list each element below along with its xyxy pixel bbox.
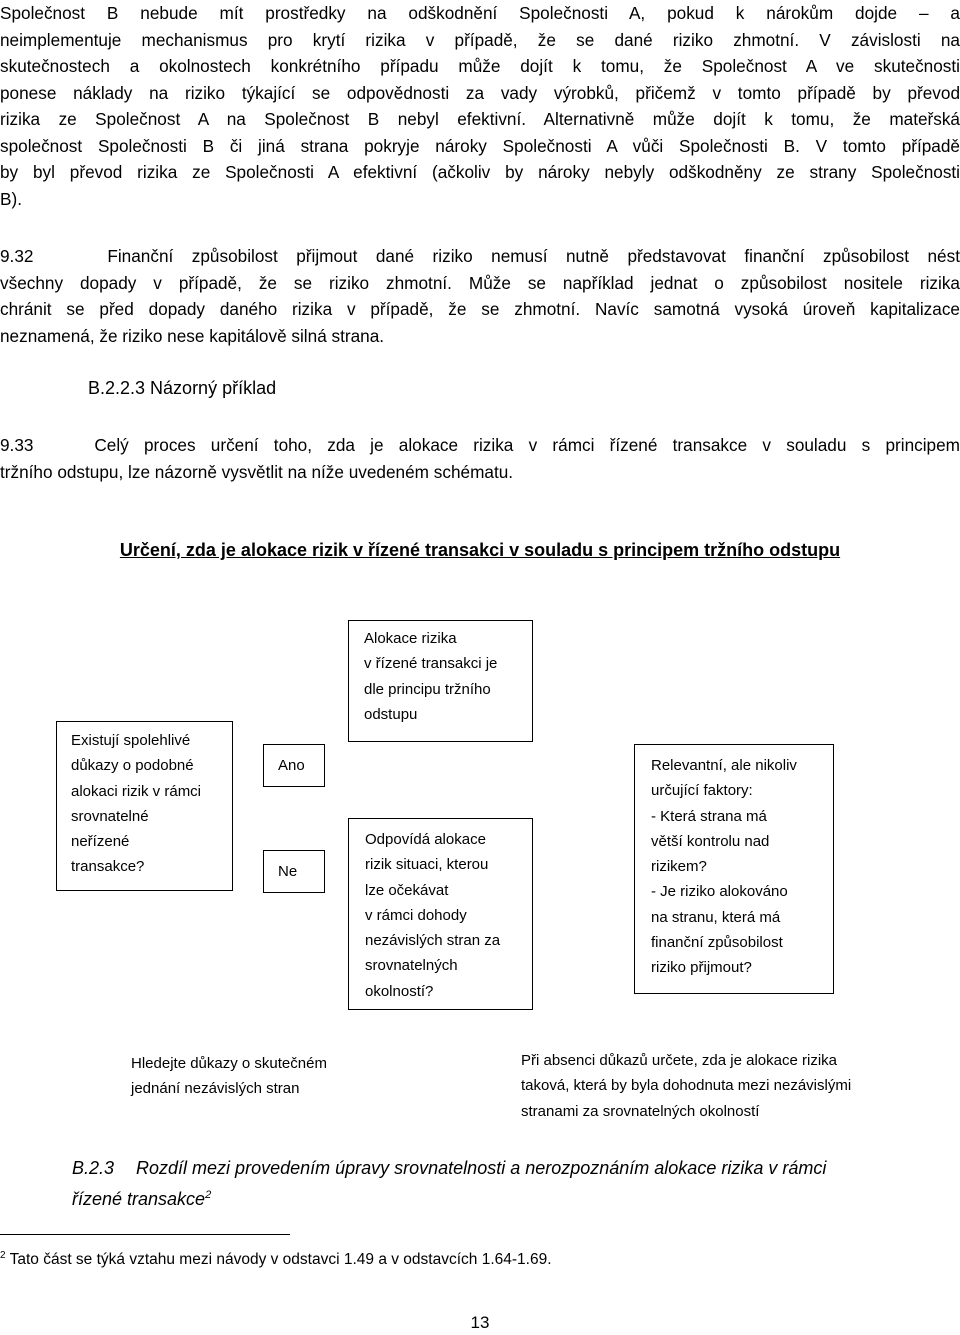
subsection-title: Rozdíl mezi provedením úpravy srovnatelnosti a nerozpoznáním alokace rizika v rámci [136, 1158, 827, 1178]
page-number: 13 [470, 1313, 490, 1332]
paragraph-1 [0, 0, 960, 212]
text-line: rizika ze Společnost A na Společnost B nebyl efektivní. Alternativně může dojít k tomu, že mateřská [0, 109, 960, 129]
text-line: všechny dopady v případě, že se riziko zhmotní. Může se například jednat o způsobilost nositele rizika [0, 272, 960, 293]
box-line: v rámci dohody [365, 906, 467, 924]
diagram-title: Určení, zda je alokace rizik v řízené transakci v souladu s principem tržního odstupu [119, 540, 841, 560]
box-relevant-factors [634, 744, 834, 994]
box-line: nezávislých stran za [365, 932, 501, 950]
box-line: srovnatelné [71, 807, 149, 825]
box-line: Ano [278, 757, 305, 774]
box-line: srovnatelných [365, 957, 458, 975]
text-line: tržního odstupu, lze názorně vysvětlit na níže uvedeném schématu. [0, 461, 514, 482]
box-line: rizik situaci, kterou [365, 856, 489, 874]
box-allocation-frame [348, 620, 533, 742]
text-line: neznamená, že riziko nese kapitálově silná strana. [0, 325, 385, 346]
subsection-number: B.2.3 [72, 1158, 115, 1178]
box-line: transakce? [71, 858, 145, 876]
box-line: na stranu, která má [651, 908, 781, 926]
box-yes [263, 744, 325, 787]
footnote-number: 2 [0, 1250, 6, 1261]
box-line: Relevantní, ale nikoliv [651, 757, 797, 774]
box-line: určující faktory: [651, 782, 753, 800]
text-line: Společnost B nebude mít prostředky na odškodnění Společnosti A, pokud k nárokům dojde – a [0, 3, 960, 23]
box-line: finanční způsobilost [651, 934, 783, 952]
paragraph-9-32 [0, 243, 960, 349]
box-line: alokaci rizik v rámci [71, 782, 202, 800]
box-line: dle principu tržního [364, 680, 491, 698]
text-line: 9.33 Celý proces určení toho, zda je alokace rizika v rámci řízené transakce v souladu s principem [0, 435, 960, 455]
text-line: 9.32 Finanční způsobilost přijmout dané riziko nemusí nutně představovat finanční způsobilost nést [0, 246, 960, 266]
text-seek-evidence [131, 1051, 327, 1102]
box-reliable-evidence-question [56, 721, 233, 891]
text-line: chránit se před dopady daného rizika v případě, že se zhmotní. Navíc samotná vysoká úroveň kapitalizace [0, 299, 960, 319]
box-line: v řízené transakci je [364, 655, 498, 673]
text-line: Hledejte důkazy o skutečném [131, 1055, 327, 1072]
box-line: Alokace rizika [364, 630, 457, 647]
footnote [0, 1246, 552, 1270]
box-line: Ne [278, 863, 298, 880]
footnote-reference[interactable]: 2 [205, 1189, 212, 1201]
box-line: - Která strana má [651, 807, 767, 825]
section-heading: B.2.2.3 Názorný příklad [88, 378, 277, 398]
subsection-title-cont: řízené transakce [72, 1189, 206, 1209]
footnote-text: Tato část se týká vztahu mezi návody v odstavci 1.49 a v odstavcích 1.64-1.69. [5, 1251, 552, 1269]
text-line: stranami za srovnatelných okolností [521, 1102, 760, 1120]
box-line: - Je riziko alokováno [651, 883, 788, 901]
text-line: by byl převod rizika ze Společnosti A efektivní (ačkoliv by nároky nebyly odškodněny ze strany Společnosti [0, 162, 960, 182]
text-line: skutečnostech a okolnostech konkrétního případu může dojít k tomu, že Společnost A ve skutečnosti [0, 56, 960, 76]
box-line: riziko přijmout? [651, 959, 752, 977]
box-line: neřízené [71, 833, 130, 851]
box-line: okolností? [365, 982, 434, 1000]
text-line: ponese náklady na riziko týkající se odpovědnosti za vady výrobků, přičemž v tomto případě by převod [0, 82, 960, 103]
subsection-heading [72, 1155, 826, 1213]
box-line: lze očekávat [365, 881, 449, 899]
paragraph-9-33 [0, 432, 960, 485]
box-line: důkazy o podobné [71, 757, 194, 775]
box-corresponds-question [348, 818, 533, 1010]
box-line: větší kontrolu nad [651, 832, 770, 850]
box-line: rizikem? [651, 858, 707, 876]
box-line: odstupu [364, 705, 418, 723]
text-line: Při absenci důkazů určete, zda je alokace rizika [521, 1052, 837, 1069]
footnote-separator [0, 1234, 290, 1235]
box-no [263, 850, 325, 893]
text-line: neimplementuje mechanismus pro krytí rizika v případě, že se dané riziko zhmotní. V závislosti na [0, 29, 960, 50]
box-line: Odpovídá alokace [365, 831, 486, 848]
text-absence-of-evidence [521, 1048, 851, 1124]
text-line: jednání nezávislých stran [131, 1080, 300, 1098]
text-line: společnost Společnosti B či jiná strana pokryje nároky Společnosti A vůči Společnosti B. V tomto případě [0, 135, 960, 156]
text-line: B). [0, 188, 22, 209]
box-line: Existují spolehlivé [71, 732, 191, 749]
text-line: taková, která by byla dohodnuta mezi nezávislými [521, 1077, 852, 1095]
